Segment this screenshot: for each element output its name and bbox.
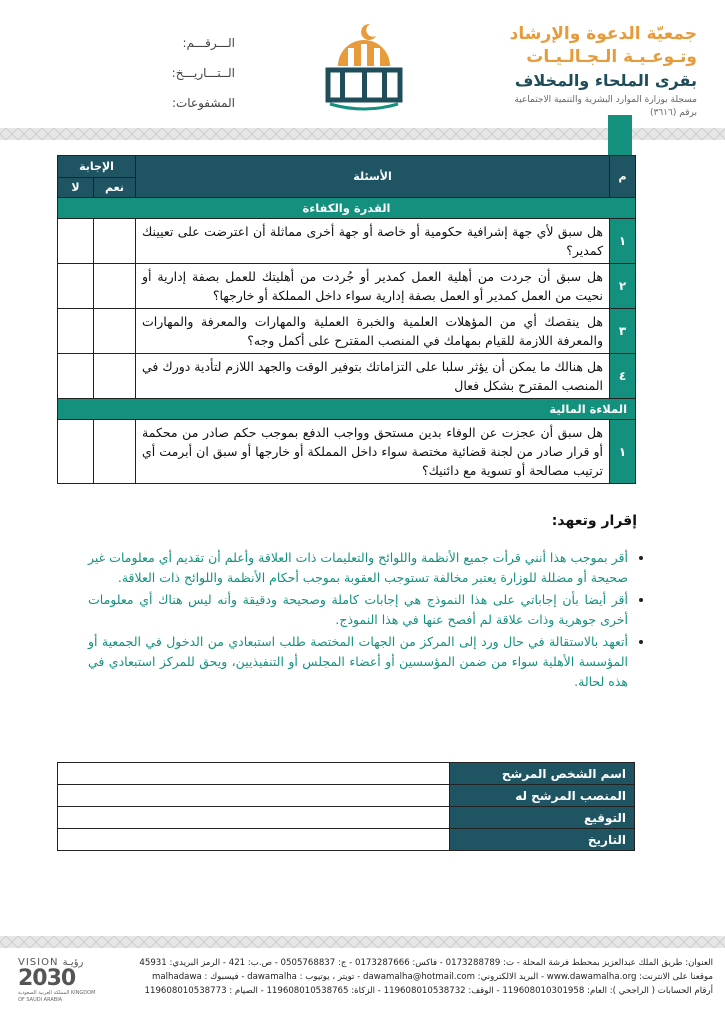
- table-row: [58, 219, 636, 264]
- answer-yes-cell[interactable]: [94, 420, 136, 484]
- basira-logo: [318, 18, 410, 113]
- organization-name-block: [457, 22, 697, 120]
- answer-no-cell[interactable]: [58, 219, 94, 264]
- question-number: ٤: [610, 354, 636, 399]
- answer-no-cell[interactable]: [58, 264, 94, 309]
- col-header-yes: نعم: [94, 178, 136, 198]
- question-text: هل هنالك ما يمكن أن يؤثر سلبا على التزاماتك بتوفير الوقت والجهد اللازم لتأدية دورك في المنصب المقترح بشكل فعال: [136, 354, 610, 399]
- question-text: هل سبق لأي جهة إشرافية حكومية أو خاصة أو جهة أخرى مماثلة أن اعترضت على تعيينك كمدير؟: [136, 219, 610, 264]
- org-name-line3: بقرى الملحاء والمخلاف: [514, 71, 697, 90]
- table-row: [58, 264, 636, 309]
- table-row: [58, 807, 635, 829]
- declaration-item: • أقر بموجب هذا أنني قرأت جميع الأنظمة واللوائح والتعليمات ذات العلاقة وأعلم أن تقديم أي معلومات غير صحيحة أو مضللة للوزارة يعتبر مخالفة تستوجب العقوبة بموجب أحكام الأنظمة واللوائح ذات العلاقة.: [88, 548, 628, 588]
- vision-year: 2030: [18, 966, 76, 991]
- org-registration: مسجلة بوزارة الموارد البشرية والتنمية الاجتماعية: [514, 95, 697, 105]
- section-title-capability: القدرة والكفاءة: [58, 198, 636, 219]
- footer-accounts: أرقام الحسابات ( الراجحي ): العام: 119608010301958 - الوقف: 119608010538732 - الزكاة: 119608010538765 - الصيام : 119608010538773: [144, 986, 713, 996]
- col-header-questions: الأسئلة: [136, 156, 610, 198]
- org-name-line2: وتـوعـيـة الـجـالـيـات: [526, 47, 697, 67]
- question-text: هل ينقصك أي من المؤهلات العلمية والخبرة العملية والمهارات والمعرفة والمهارات والمعرفة اللازمة للقيام بمهامك في المنصب المقترح على أكمل وجه؟: [136, 309, 610, 354]
- vision-label: VISION رؤيـة: [18, 957, 84, 968]
- declaration-item: • أتعهد بالاستقالة في حال ورد إلى المركز من الجهات المختصة طلب استبعادي من الدخول في الجمعية أو المؤسسة الأهلية سواء من ضمن المؤسسين أو أعضاء المجلس أو التنفيذيين، ويحق للمركز استبعادي في هذه لحالة.: [88, 632, 628, 692]
- date-field-label: التاريخ: [450, 829, 635, 851]
- declaration-title: إقرار وتعهد:: [551, 513, 637, 529]
- table-row: [58, 785, 635, 807]
- question-number: ١: [610, 219, 636, 264]
- date-field[interactable]: [58, 829, 450, 851]
- date-label: الــتـــاريـــخ:: [171, 66, 235, 80]
- answer-no-cell[interactable]: [58, 354, 94, 399]
- footer-web: موقعنا على الانترنت: www.dawamalha.org - البريد الالكتروني: dawamalha@hotmail.com - تويتر ، يوتيوب : dawamalha - فيسبوك : malhadawa: [151, 972, 713, 982]
- nominated-position-label: المنصب المرشح له: [450, 785, 635, 807]
- answer-yes-cell[interactable]: [94, 219, 136, 264]
- declaration-list: [88, 548, 646, 694]
- org-registration-number: برقم (٣٦١٦): [650, 108, 697, 118]
- answer-yes-cell[interactable]: [94, 309, 136, 354]
- candidate-name-label: اسم الشخص المرشح: [450, 763, 635, 785]
- document-meta: [150, 36, 235, 126]
- org-name-line1: جمعيّة الدعوة والإرشاد: [509, 24, 697, 44]
- question-number: ٣: [610, 309, 636, 354]
- declaration-item: • أقر أيضا بأن إجاباتي على هذا النموذج هي إجابات كاملة وصحيحة ودقيقة وأنه ليس هناك أي معلومات أخرى جوهرية وذات علاقة لم أفصح عنها في هذا النموذج.: [88, 590, 628, 630]
- teal-tab-decoration: [608, 115, 632, 155]
- signature-label: التوقيع: [450, 807, 635, 829]
- question-text: هل سبق أن عجزت عن الوفاء بدين مستحق وواجب الدفع بموجب حكم صادر من محكمة أو قرار صادر من لجنة قضائية مختصة سواء داخل المملكة أو خارجها أو سبق ان أبرمت أي ترتيب مصالحة أو تسوية مع دائنيك؟: [136, 420, 610, 484]
- decorative-band-bottom: [0, 936, 725, 948]
- questions-table: [57, 155, 636, 484]
- question-number: ٢: [610, 264, 636, 309]
- footer-address: العنوان: طريق الملك عبدالعزيز بمحطط فرشة المحلة - ت: 0173288789 - فاكس: 0173287666 - ج: 0505768837 - ص.ب: 421 - الرمز البريدي: 45931: [139, 958, 713, 968]
- answer-no-cell[interactable]: [58, 309, 94, 354]
- footer-contact: [133, 956, 713, 998]
- col-header-num: م: [610, 156, 636, 198]
- answer-yes-cell[interactable]: [94, 264, 136, 309]
- candidate-name-field[interactable]: [58, 763, 450, 785]
- table-row: [58, 420, 636, 484]
- col-header-no: لا: [58, 178, 94, 198]
- col-header-answer: الإجابة: [58, 156, 136, 178]
- table-row: [58, 354, 636, 399]
- answer-yes-cell[interactable]: [94, 354, 136, 399]
- vision-caption: المملكة العربية السعودية KINGDOM OF SAUDI ARABIA: [18, 990, 96, 1003]
- table-row: [58, 763, 635, 785]
- question-text: هل سبق أن جردت من أهلية العمل كمدير أو جُردت من أهليتك للعمل بصفة إدارية أو نحيت من العمل كمدير أو العمل بصفة إدارية سواء داخل المملكة أو خارجها؟: [136, 264, 610, 309]
- question-number: ١: [610, 420, 636, 484]
- signature-field[interactable]: [58, 807, 450, 829]
- answer-no-cell[interactable]: [58, 420, 94, 484]
- nominated-position-field[interactable]: [58, 785, 450, 807]
- vision-2030-logo: [18, 957, 98, 1017]
- section-title-financial: الملاءة المالية: [58, 399, 636, 420]
- attachments-label: المشفوعات:: [171, 96, 235, 110]
- signature-table: [57, 762, 635, 851]
- table-row: [58, 829, 635, 851]
- table-row: [58, 309, 636, 354]
- ref-number-label: الـــرقـــم:: [182, 36, 235, 50]
